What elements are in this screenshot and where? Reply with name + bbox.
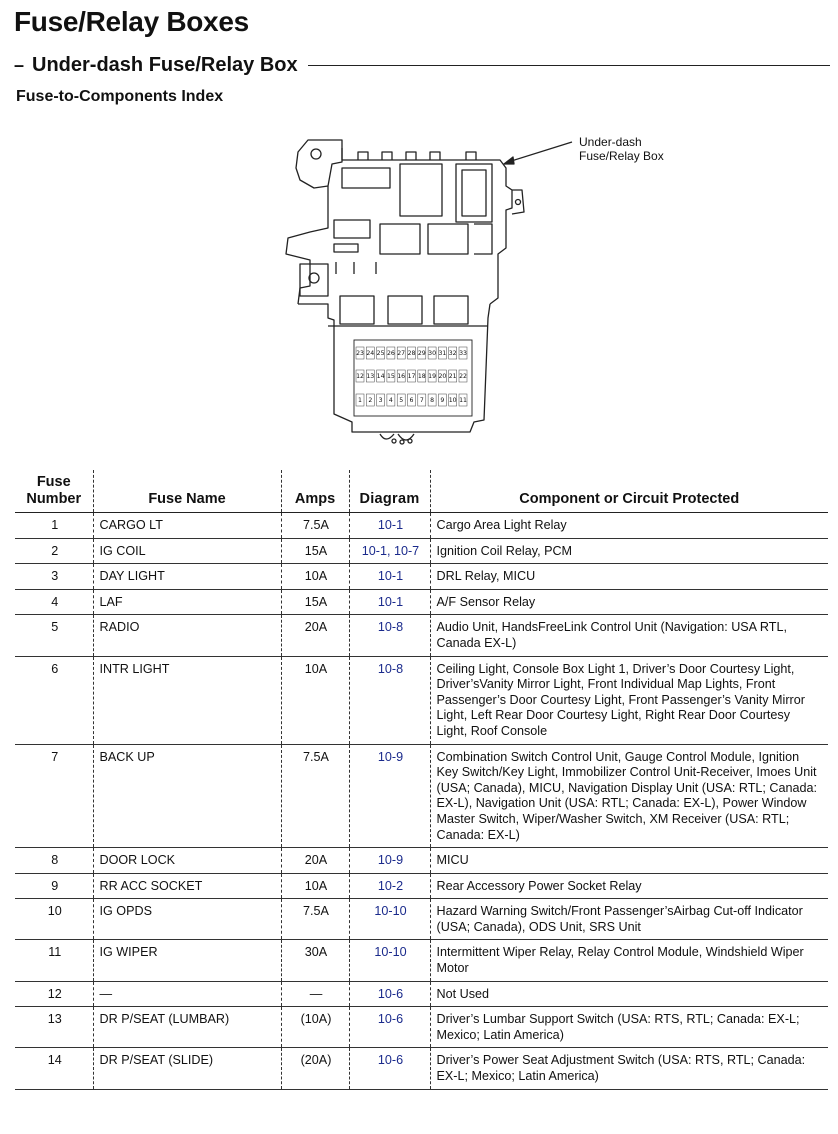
fuse-amps-cell: (10A) xyxy=(281,1007,349,1048)
fuse-name-cell: DR P/SEAT (LUMBAR) xyxy=(93,1007,281,1048)
fuse-amps-cell: 10A xyxy=(281,873,349,899)
callout-line-2: Fuse/Relay Box xyxy=(579,149,664,163)
fuse-table-row xyxy=(15,564,828,590)
fuse-grid-labels xyxy=(356,347,467,406)
fuse-component-cell: Audio Unit, HandsFreeLink Control Unit (Navigation: USA RTL, Canada EX-L) xyxy=(430,615,828,656)
fuse-number-cell: 7 xyxy=(15,744,93,848)
fuse-slot-label: 2 xyxy=(368,397,373,404)
fuse-name-cell: IG OPDS xyxy=(93,899,281,940)
fuse-name-cell: IG WIPER xyxy=(93,940,281,981)
fuse-number-cell: 3 xyxy=(15,564,93,590)
header-fuse-number-line-2: Number xyxy=(26,491,82,507)
fuse-slot-label: 4 xyxy=(388,397,393,404)
fuse-table xyxy=(15,470,828,1090)
fuse-number-cell: 12 xyxy=(15,981,93,1007)
fuse-component-cell: Driver’s Power Seat Adjustment Switch (USA: RTS, RTL; Canada: EX-L; Mexico; Latin America) xyxy=(430,1048,828,1089)
fuse-number-cell: 11 xyxy=(15,940,93,981)
fuse-component-cell: Cargo Area Light Relay xyxy=(430,513,828,539)
fuse-slot-label: 25 xyxy=(376,350,385,357)
header-diagram: Diagram xyxy=(349,470,430,513)
fuse-slot-label: 13 xyxy=(366,373,375,380)
section-header xyxy=(14,52,830,78)
fuse-number-cell: 9 xyxy=(15,873,93,899)
fuse-slot-label: 18 xyxy=(417,373,426,380)
fuse-name-cell: RADIO xyxy=(93,615,281,656)
fuse-component-cell: Intermittent Wiper Relay, Relay Control Module, Windshield Wiper Motor xyxy=(430,940,828,981)
fuse-number-cell: 2 xyxy=(15,538,93,564)
fuse-name-cell: DR P/SEAT (SLIDE) xyxy=(93,1048,281,1089)
fuse-number-cell: 4 xyxy=(15,589,93,615)
fuse-component-cell: Not Used xyxy=(430,981,828,1007)
fuse-number-cell: 1 xyxy=(15,513,93,539)
mount-hole-top-left xyxy=(311,149,321,159)
fuse-diagram-link[interactable]: 10-10 xyxy=(349,940,430,981)
mount-ear-top-left xyxy=(296,140,342,188)
fuse-component-cell: Ignition Coil Relay, PCM xyxy=(430,538,828,564)
mount-ear-right xyxy=(512,190,524,214)
fuse-component-cell: Rear Accessory Power Socket Relay xyxy=(430,873,828,899)
fuse-slot-label: 17 xyxy=(407,373,416,380)
fuse-slot-label: 20 xyxy=(438,373,447,380)
fuse-number-cell: 5 xyxy=(15,615,93,656)
section-rule xyxy=(308,65,830,66)
fuse-name-cell: CARGO LT xyxy=(93,513,281,539)
fuse-diagram-link[interactable]: 10-1, 10-7 xyxy=(349,538,430,564)
fuse-diagram-link[interactable]: 10-8 xyxy=(349,656,430,744)
fuse-slot-label: 21 xyxy=(448,373,457,380)
fuse-diagram-link[interactable]: 10-9 xyxy=(349,744,430,848)
fuse-name-cell: BACK UP xyxy=(93,744,281,848)
fuse-slot-label: 6 xyxy=(409,397,414,404)
fuse-diagram-link[interactable]: 10-6 xyxy=(349,1007,430,1048)
mount-ear-left xyxy=(300,264,328,296)
callout-arrow-icon xyxy=(504,157,514,164)
fuse-amps-cell: 20A xyxy=(281,615,349,656)
fuse-table-row xyxy=(15,1048,828,1089)
fuse-component-cell: Hazard Warning Switch/Front Passenger’sAirbag Cut-off Indicator (USA; Canada), ODS Unit, SRS Unit xyxy=(430,899,828,940)
fuse-component-cell: Driver’s Lumbar Support Switch (USA: RTS, RTL; Canada: EX-L; Mexico; Latin America) xyxy=(430,1007,828,1048)
index-title: Fuse-to-Components Index xyxy=(16,88,224,105)
fuse-component-cell: DRL Relay, MICU xyxy=(430,564,828,590)
fuse-diagram-link[interactable]: 10-1 xyxy=(349,589,430,615)
fuse-name-cell: RR ACC SOCKET xyxy=(93,873,281,899)
fuse-amps-cell: 15A xyxy=(281,589,349,615)
fuse-amps-cell: 10A xyxy=(281,564,349,590)
fuse-slot-label: 3 xyxy=(378,397,383,404)
fuse-diagram-link[interactable]: 10-1 xyxy=(349,513,430,539)
header-component: Component or Circuit Protected xyxy=(430,470,828,513)
header-fuse-number-line-1: Fuse xyxy=(36,474,71,490)
fuse-number-cell: 13 xyxy=(15,1007,93,1048)
callout-leader-line xyxy=(508,142,572,162)
fuse-amps-cell: 10A xyxy=(281,656,349,744)
fuse-amps-cell: 7.5A xyxy=(281,899,349,940)
fuse-slot-label: 28 xyxy=(407,350,416,357)
fuse-name-cell: — xyxy=(93,981,281,1007)
fuse-slot-label: 32 xyxy=(448,350,457,357)
fuse-table-body xyxy=(15,513,828,1090)
fuse-slot-label: 23 xyxy=(356,350,364,357)
fuse-slot-label: 14 xyxy=(376,373,385,380)
fuse-table-row xyxy=(15,656,828,744)
fuse-number-cell: 6 xyxy=(15,656,93,744)
fuse-slot-label: 19 xyxy=(428,373,437,380)
fuse-component-cell: Combination Switch Control Unit, Gauge Control Module, Ignition Key Switch/Key Light, Immobilizer Control Unit-Receiver, Imoes Unit (USA; Canada), MICU, Navigation Display Unit (USA: RTL; Canada: EX-L), Navigation Unit (USA: RTL; Canada: EX-L), Power Window Master Switch, Wiper/Washer Switch, XM Receiver (USA: RTL; Canada: EX-L) xyxy=(430,744,828,848)
fuse-slot-label: 15 xyxy=(386,373,395,380)
fuse-slot-label: 10 xyxy=(448,397,457,404)
fuse-component-cell: MICU xyxy=(430,848,828,874)
fuse-slot-label: 30 xyxy=(428,350,437,357)
fuse-slot-label: 27 xyxy=(397,350,406,357)
fuse-table-row xyxy=(15,513,828,539)
subtitle-dash: – xyxy=(14,54,25,75)
fuse-number-cell: 10 xyxy=(15,899,93,940)
fuse-slot-label: 12 xyxy=(356,373,364,380)
fuse-name-cell: DOOR LOCK xyxy=(93,848,281,874)
fuse-slot-label: 1 xyxy=(358,397,362,404)
header-amps: Amps xyxy=(281,470,349,513)
fuse-component-cell: Ceiling Light, Console Box Light 1, Driver’s Door Courtesy Light, Driver’sVanity Mirror Light, Front Individual Map Lights, Front Passenger’s Door Courtesy Light, Front Passenger’s Vanity Mirror Light, Left Rear Door Courtesy Light, Right Rear Door Courtesy Light, Roof Console xyxy=(430,656,828,744)
fuse-diagram-link[interactable]: 10-6 xyxy=(349,1048,430,1089)
fuse-number-cell: 14 xyxy=(15,1048,93,1089)
page-title: Fuse/Relay Boxes xyxy=(14,6,249,37)
header-fuse-name: Fuse Name xyxy=(93,470,281,513)
fuse-diagram-link[interactable]: 10-8 xyxy=(349,615,430,656)
section-title: Under-dash Fuse/Relay Box xyxy=(32,53,298,76)
fuse-table-row xyxy=(15,744,828,848)
fuse-amps-cell: 15A xyxy=(281,538,349,564)
fuse-slot-label: 24 xyxy=(366,350,375,357)
fuse-amps-cell: (20A) xyxy=(281,1048,349,1089)
fuse-slot-label: 9 xyxy=(440,397,445,404)
fuse-diagram-link[interactable]: 10-2 xyxy=(349,873,430,899)
fuse-amps-cell: 7.5A xyxy=(281,513,349,539)
box-outline-lower xyxy=(298,304,490,432)
fuse-slot-label: 11 xyxy=(459,397,467,404)
fuse-amps-cell: 30A xyxy=(281,940,349,981)
fuse-table-row xyxy=(15,1007,828,1048)
fuse-component-cell: A/F Sensor Relay xyxy=(430,589,828,615)
fuse-slot-label: 22 xyxy=(459,373,467,380)
fuse-table-row xyxy=(15,538,828,564)
callout-line-1: Under-dash xyxy=(579,135,642,149)
fuse-table-row xyxy=(15,848,828,874)
fuse-box-diagram xyxy=(270,128,690,458)
fuse-slot-label: 26 xyxy=(386,350,395,357)
fuse-slot-label: 7 xyxy=(419,397,424,404)
fuse-table-row xyxy=(15,589,828,615)
fuse-diagram-link[interactable]: 10-1 xyxy=(349,564,430,590)
fuse-name-cell: IG COIL xyxy=(93,538,281,564)
fuse-amps-cell: — xyxy=(281,981,349,1007)
fuse-table-row xyxy=(15,981,828,1007)
fuse-slot-label: 31 xyxy=(438,350,447,357)
fuse-slot-label: 5 xyxy=(399,397,404,404)
fuse-name-cell: LAF xyxy=(93,589,281,615)
fuse-diagram-link[interactable]: 10-9 xyxy=(349,848,430,874)
fuse-table-row xyxy=(15,615,828,656)
fuse-name-cell: DAY LIGHT xyxy=(93,564,281,590)
fuse-slot-label: 16 xyxy=(397,373,406,380)
header-fuse-number xyxy=(15,470,93,513)
fuse-table-header xyxy=(15,470,828,513)
fuse-number-cell: 8 xyxy=(15,848,93,874)
fuse-table-row xyxy=(15,873,828,899)
fuse-table-row xyxy=(15,940,828,981)
fuse-diagram-link[interactable]: 10-6 xyxy=(349,981,430,1007)
fuse-name-cell: INTR LIGHT xyxy=(93,656,281,744)
fuse-amps-cell: 7.5A xyxy=(281,744,349,848)
fuse-diagram-link[interactable]: 10-10 xyxy=(349,899,430,940)
fuse-slot-label: 33 xyxy=(459,350,467,357)
fuse-amps-cell: 20A xyxy=(281,848,349,874)
fuse-slot-label: 8 xyxy=(430,397,435,404)
fuse-slot-label: 29 xyxy=(417,350,426,357)
fuse-table-row xyxy=(15,899,828,940)
